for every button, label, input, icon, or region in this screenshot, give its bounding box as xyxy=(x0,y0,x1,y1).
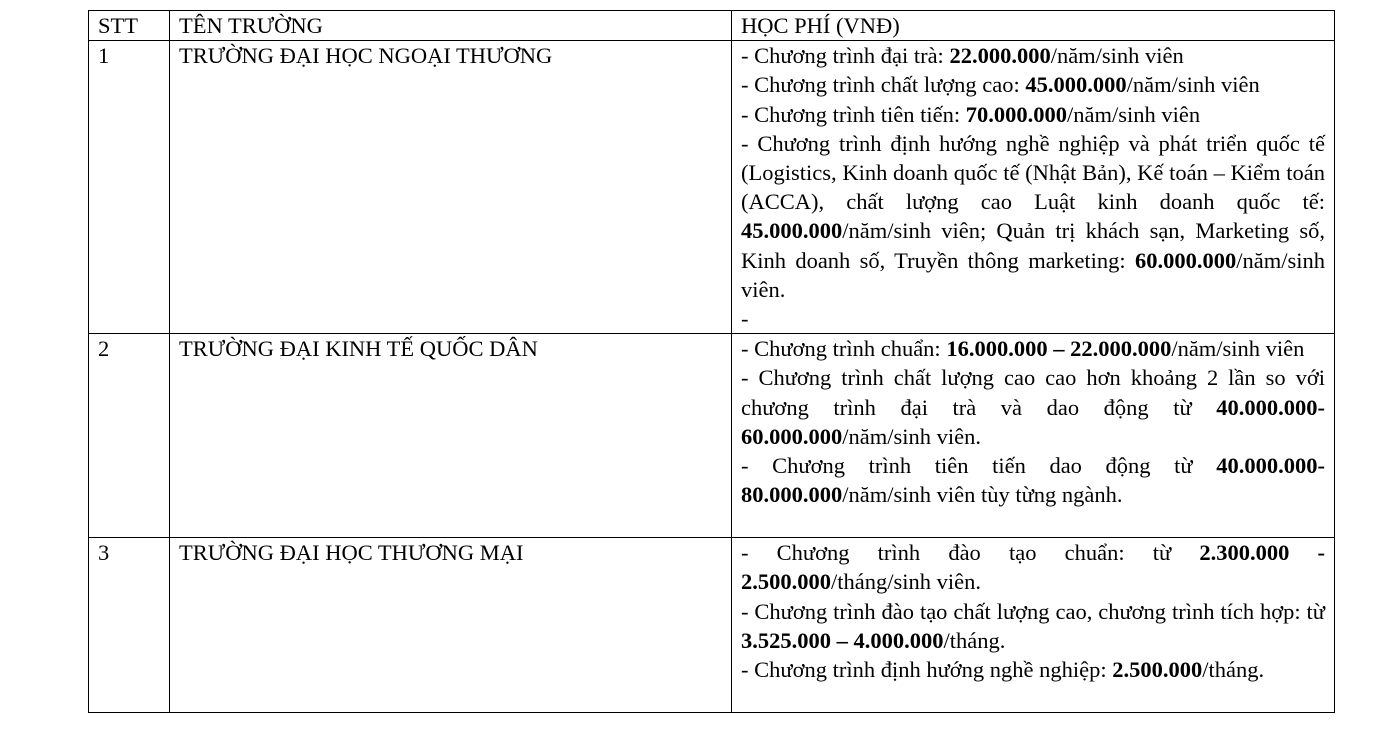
fee-line: - Chương trình tiên tiến dao động từ 40.000.000-80.000.000/năm/sinh viên tùy từng ngành. xyxy=(741,453,1325,508)
header-stt: STT xyxy=(89,11,170,41)
cell-stt: 1 xyxy=(89,41,170,334)
cell-school-name: TRƯỜNG ĐẠI HỌC NGOẠI THƯƠNG xyxy=(170,41,732,334)
table-row xyxy=(89,334,1335,538)
header-row xyxy=(89,11,1335,41)
fee-line: - Chương trình chuẩn: 16.000.000 – 22.000.000/năm/sinh viên xyxy=(741,336,1305,362)
fee-line: - Chương trình tiên tiến: 70.000.000/năm/sinh viên xyxy=(741,101,1201,127)
cell-school-name: TRƯỜNG ĐẠI KINH TẾ QUỐC DÂN xyxy=(170,334,732,538)
header-school-name: TÊN TRƯỜNG xyxy=(170,11,732,41)
fee-line: - Chương trình định hướng nghề nghiệp và phát triển quốc tế (Logistics, Kinh doanh quốc tế (Nhật Bản), Kế toán – Kiểm toán (ACCA), chất lượng cao Luật kinh doanh quốc tế: 45.000.000/năm/sinh viên; Quản trị khách sạn, Marketing số, Kinh doanh số, Truyền thông marketing: 60.000.000/năm/sinh viên. xyxy=(741,130,1325,302)
table-row xyxy=(89,41,1335,334)
cell-stt: 2 xyxy=(89,334,170,538)
fee-line: - Chương trình đại trà: 22.000.000/năm/sinh viên xyxy=(741,43,1184,69)
cell-school-name: TRƯỜNG ĐẠI HỌC THƯƠNG MẠI xyxy=(170,538,732,713)
cell-tuition-fee xyxy=(732,334,1335,538)
cell-stt: 3 xyxy=(89,538,170,713)
fee-line: - xyxy=(741,306,749,332)
fee-line: - Chương trình định hướng nghề nghiệp: 2.500.000/tháng. xyxy=(741,657,1265,683)
fee-line: - Chương trình đào tạo chuẩn: từ 2.300.000 - 2.500.000/tháng/sinh viên. xyxy=(741,540,1325,595)
cell-tuition-fee xyxy=(732,538,1335,713)
tuition-fee-table xyxy=(88,10,1335,713)
table-row xyxy=(89,538,1335,713)
fee-line: - Chương trình đào tạo chất lượng cao, chương trình tích hợp: từ 3.525.000 – 4.000.000/tháng. xyxy=(741,598,1325,653)
fee-line: - Chương trình chất lượng cao: 45.000.000/năm/sinh viên xyxy=(741,72,1260,98)
fee-line: - Chương trình chất lượng cao cao hơn khoảng 2 lần so với chương trình đại trà và dao động từ 40.000.000-60.000.000/năm/sinh viên. xyxy=(741,365,1325,449)
header-tuition-fee: HỌC PHÍ (VNĐ) xyxy=(732,11,1335,41)
cell-tuition-fee xyxy=(732,41,1335,334)
